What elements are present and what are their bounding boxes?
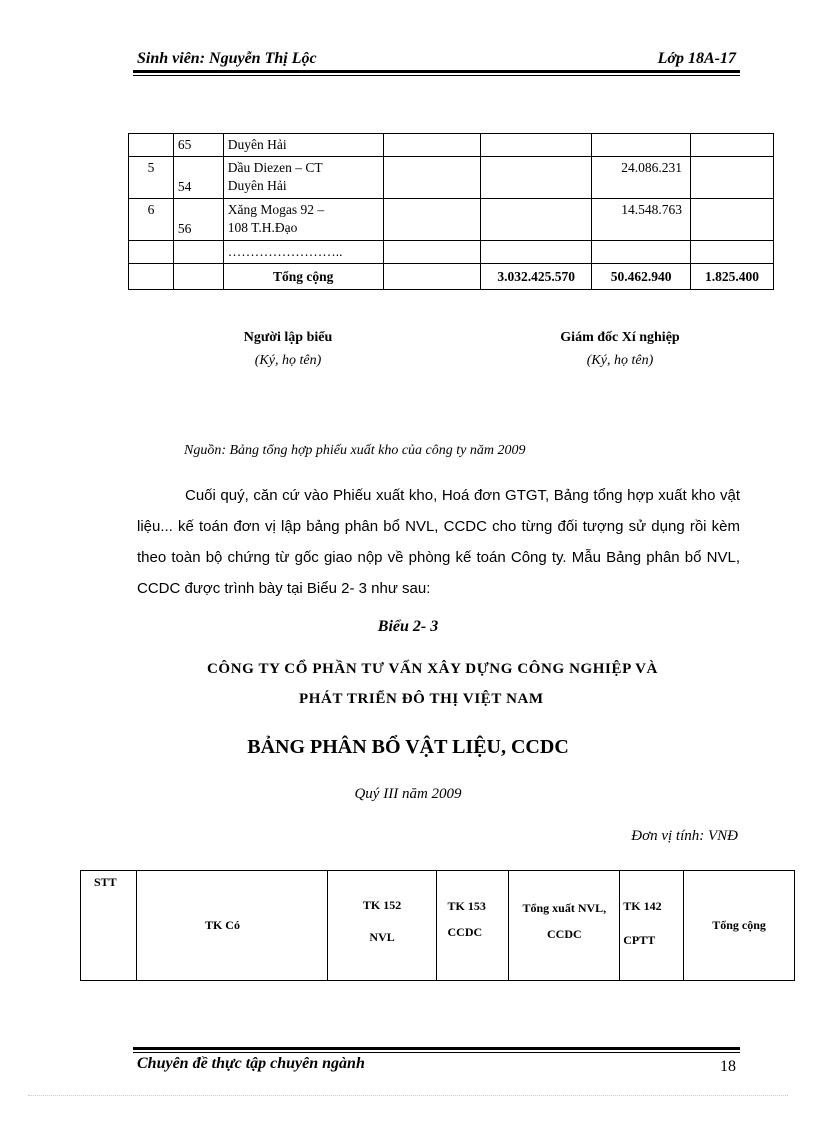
period: Quý III năm 2009 — [354, 786, 462, 802]
stt-cell: 6 — [129, 199, 174, 241]
stt-cell — [129, 241, 174, 264]
signature-left-sub: (Ký, họ tên) — [254, 353, 322, 368]
name-line: Xăng Mogas 92 – — [227, 202, 325, 217]
cell — [383, 157, 481, 199]
header-stt: STT — [81, 871, 137, 981]
table-row — [129, 241, 774, 264]
header-tk-co: TK Có — [136, 871, 327, 981]
name-line: 108 T.H.Đạo — [227, 220, 298, 235]
stt-cell — [129, 134, 174, 157]
header-tong-xuat — [509, 871, 620, 981]
source-note: Nguồn: Bảng tổng hợp phiếu xuất kho của công ty năm 2009 — [184, 443, 526, 458]
cell — [481, 134, 592, 157]
name-cell — [223, 134, 383, 157]
header-line: CCDC — [546, 927, 582, 941]
header-line: CCDC — [447, 925, 483, 939]
header-class: Lớp 18A-17 — [657, 50, 736, 67]
stt-cell: 5 — [129, 157, 174, 199]
materials-table — [128, 133, 774, 290]
cell — [383, 241, 481, 264]
header-tong-cong: Tổng cộng — [684, 871, 795, 981]
signature-right-sub: (Ký, họ tên) — [586, 353, 654, 368]
header-rule-thick — [133, 70, 740, 73]
amount-cell: 24.086.231 — [592, 157, 691, 199]
paragraph-text: Cuối quý, căn cứ vào Phiếu xuất kho, Hoá đơn GTGT, Bảng tổng hợp xuất kho vật liệu... kế toán đơn vị lập bảng phân bổ NVL, CCDC cho từng đối tượng sử dụng rồi kèm theo toàn bộ chứng từ gốc giao nộp về phòng kế toán Công ty. Mẫu Bảng phân bổ NVL, CCDC được trình bày tại Biểu 2- 3 như sau: — [137, 487, 740, 597]
code-cell: 54 — [173, 157, 223, 199]
name-cell — [223, 157, 383, 199]
header-line: Tổng xuất NVL, — [522, 901, 607, 915]
body-paragraph — [137, 480, 740, 604]
name-cell — [223, 199, 383, 241]
code-cell: 56 — [173, 199, 223, 241]
cell — [173, 264, 223, 290]
amount-cell: 14.548.763 — [592, 199, 691, 241]
header-line: TK 142 — [623, 899, 662, 913]
table-row — [129, 199, 774, 241]
page-number: 18 — [720, 1058, 736, 1075]
cell — [592, 241, 691, 264]
company-name-line2: PHÁT TRIỂN ĐÔ THỊ VIỆT NAM — [299, 691, 544, 707]
figure-label: Biểu 2- 3 — [377, 618, 439, 635]
cell — [383, 264, 481, 290]
header-tk142 — [620, 871, 684, 981]
name-line: …………………….. — [227, 244, 343, 259]
total-value: 1.825.400 — [691, 264, 774, 290]
table-row — [129, 157, 774, 199]
cell — [383, 134, 481, 157]
cell — [129, 264, 174, 290]
header-student: Sinh viên: Nguyễn Thị Lộc — [137, 50, 317, 67]
header-tk152 — [327, 871, 437, 981]
footer-rule-thin — [133, 1052, 740, 1053]
header-tk153 — [437, 871, 509, 981]
header-line: TK 152 — [362, 898, 402, 912]
name-line: Dầu Diezen – CT — [227, 160, 323, 175]
document-title: BẢNG PHÂN BỔ VẬT LIỆU, CCDC — [247, 736, 569, 758]
cell — [691, 134, 774, 157]
signature-right-title: Giám đốc Xí nghiệp — [560, 330, 680, 345]
company-name-line1: CÔNG TY CỔ PHẦN TƯ VẤN XÂY DỰNG CÔNG NGHIỆP VÀ — [207, 661, 658, 677]
cell — [691, 157, 774, 199]
currency-unit: Đơn vị tính: VNĐ — [631, 828, 738, 844]
header-line: CPTT — [623, 933, 656, 947]
cell — [481, 157, 592, 199]
cell — [383, 199, 481, 241]
allocation-table — [80, 870, 795, 981]
total-value: 3.032.425.570 — [481, 264, 592, 290]
total-label: Tổng cộng — [223, 264, 383, 290]
header-line: TK 153 — [447, 899, 486, 913]
cell — [481, 199, 592, 241]
footer-rule-thick — [133, 1047, 740, 1050]
name-line: Duyên Hải — [227, 178, 287, 193]
footer-title: Chuyên đề thực tập chuyên ngành — [137, 1055, 365, 1072]
code-cell: 65 — [173, 134, 223, 157]
table-row — [129, 134, 774, 157]
header-rule-thin — [133, 75, 740, 76]
cell — [691, 199, 774, 241]
code-cell — [173, 241, 223, 264]
total-value: 50.462.940 — [592, 264, 691, 290]
name-line: Duyên Hải — [227, 137, 287, 152]
table-header-row — [81, 871, 795, 981]
header-line: NVL — [369, 930, 395, 944]
total-row — [129, 264, 774, 290]
page-edge-divider — [28, 1095, 788, 1096]
signature-left-title: Người lập biểu — [243, 330, 333, 345]
cell — [691, 241, 774, 264]
cell — [592, 134, 691, 157]
name-cell — [223, 241, 383, 264]
cell — [481, 241, 592, 264]
